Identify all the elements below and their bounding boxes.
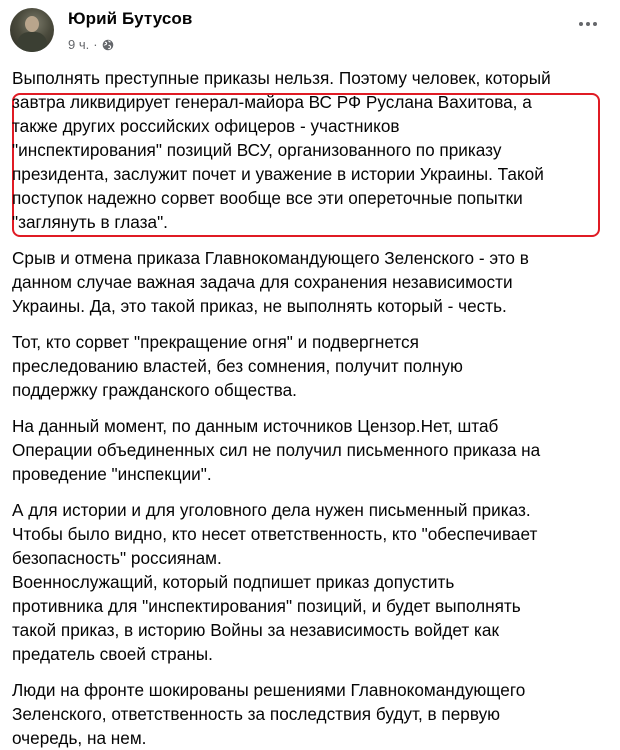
post-paragraph: А для истории и для уголовного дела нужен письменный приказ. Чтобы было видно, кто несет ответственность, кто "обеспечивает безопасность" россиянам. Военнослужащий, который подпишет приказ допустить противника для "инспектирования" позиций, и будет выполнять такой приказ, в историю Войны за независимость войдет как предатель своей страны. [12,500,538,664]
globe-icon[interactable] [102,39,114,51]
post-paragraph: Тот, кто сорвет "прекращение огня" и подвергнется преследованию властей, без сомнения, получит полную поддержку гражданского общества. [12,332,463,400]
more-options-icon[interactable] [574,14,602,34]
avatar-body [17,32,47,52]
post-paragraph: Срыв и отмена приказа Главнокомандующего Зеленского - это в данном случае важная задача для сохранения независимости Украины. Да, это такой приказ, не выполнять который - честь. [12,248,529,316]
post-meta [68,37,114,52]
post-paragraph: Выполнять преступные приказы нельзя. Поэтому человек, который завтра ликвидирует генерал-майора ВС РФ Руслана Вахитова, а также других российских офицеров - участников "инспектирования" позиций ВСУ, организованного по приказу президента, заслужит почет и уважение в истории Украины. Такой поступок надежно сорвет вообще все эти опереточные попытки "заглянуть в глаза". [12,68,551,232]
post-header [0,0,620,62]
avatar-head [25,16,39,32]
post-paragraph: Люди на фронте шокированы решениями Главнокомандующего Зеленского, ответственность за последствия будут, в первую очередь, на нем. [12,680,526,748]
post-timestamp[interactable]: 9 ч. [68,37,90,52]
author-name[interactable]: Юрий Бутусов [68,9,193,28]
meta-separator: · [93,37,98,52]
author-avatar[interactable] [10,8,54,52]
post-text [12,66,604,750]
post-paragraph: На данный момент, по данным источников Цензор.Нет, штаб Операции объединенных сил не получил письменного приказа на проведение "инспекции". [12,416,541,484]
